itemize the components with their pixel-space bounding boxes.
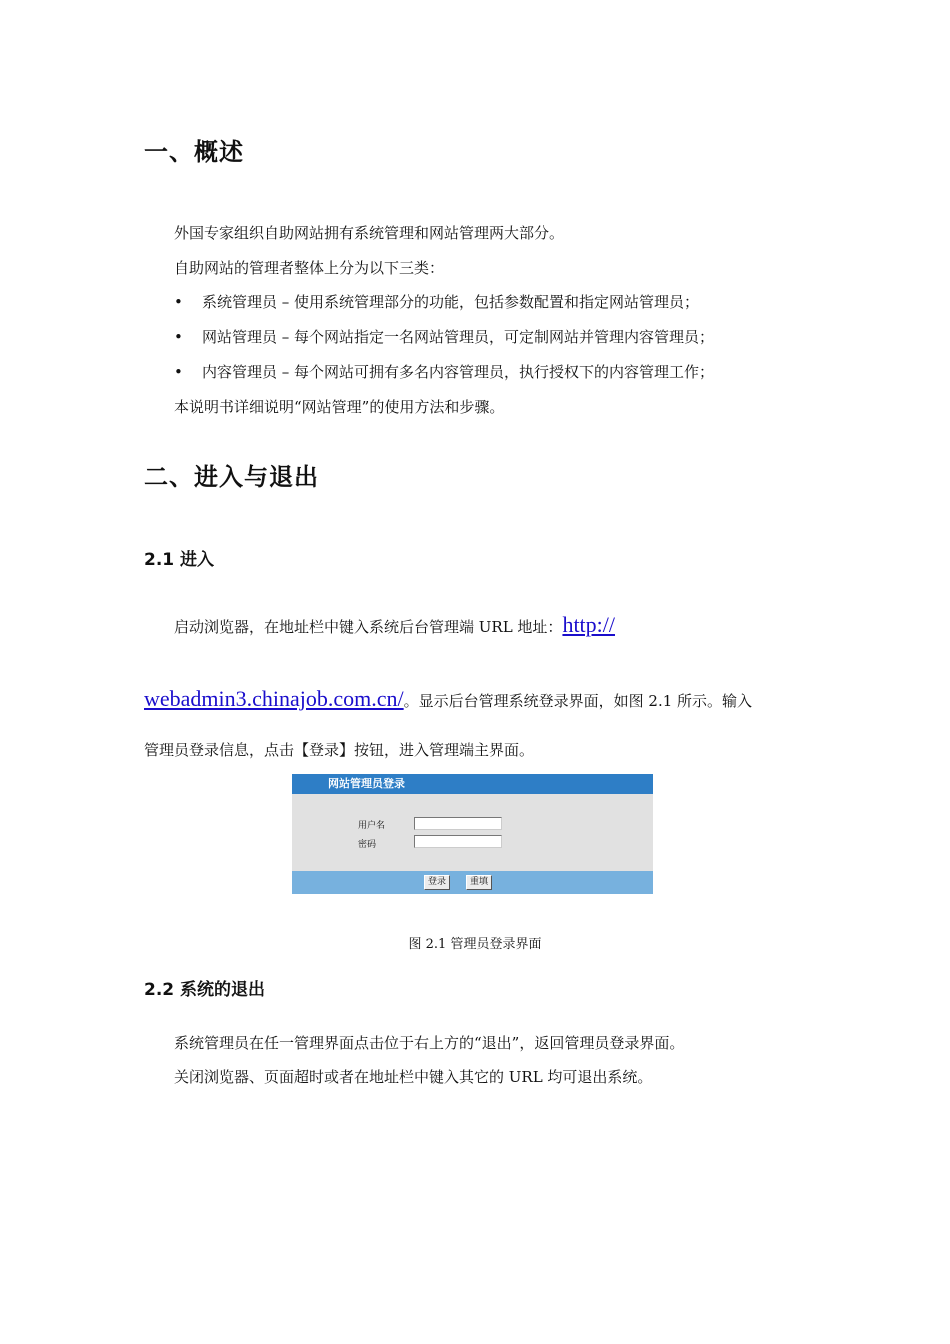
login-button[interactable]: 登录 (424, 875, 450, 890)
login-form-header: 网站管理员登录 (292, 774, 653, 794)
section-2-2-heading: 2.2 系统的退出 (144, 980, 266, 1000)
list-item (174, 326, 714, 347)
login-instructions-line-2 (144, 686, 752, 712)
list-item (174, 291, 699, 312)
list-item (174, 361, 714, 382)
list-item-text: 网站管理员 – 每个网站指定一名网站管理员，可定制网站并管理内容管理员； (202, 328, 715, 346)
bullet-icon: • (174, 328, 183, 346)
password-input[interactable] (414, 835, 502, 848)
intro-paragraph: 外国专家组织自助网站拥有系统管理和网站管理两大部分。 (174, 224, 565, 242)
section-2-1-heading: 2.1 进入 (144, 550, 215, 570)
section-2-heading: 二、进入与退出 (144, 463, 319, 491)
login-form-footer (292, 871, 653, 894)
password-label: 密码 (358, 840, 377, 850)
list-item-text: 系统管理员 – 使用系统管理部分的功能，包括参数配置和指定网站管理员； (202, 293, 700, 311)
instruction-text: 。显示后台管理系统登录界面，如图 2.1 所示。输入 (403, 692, 753, 710)
username-label: 用户名 (358, 821, 386, 831)
login-form-figure (292, 774, 653, 894)
manual-scope-paragraph: 本说明书详细说明“网站管理”的使用方法和步骤。 (174, 398, 505, 416)
manager-types-intro: 自助网站的管理者整体上分为以下三类： (174, 259, 445, 277)
reset-button[interactable]: 重填 (466, 875, 492, 890)
bullet-icon: • (174, 363, 183, 381)
admin-url-link-part-2[interactable]: webadmin3.chinajob.com.cn/ (144, 686, 404, 711)
section-1-heading: 一、概述 (144, 138, 244, 166)
logout-paragraph-1: 系统管理员在任一管理界面点击位于右上方的“退出”，返回管理员登录界面。 (174, 1034, 685, 1052)
username-input[interactable] (414, 817, 502, 830)
instruction-text: 启动浏览器，在地址栏中键入系统后台管理端 URL 地址： (174, 618, 563, 636)
login-instructions-line-1 (174, 612, 615, 638)
bullet-icon: • (174, 293, 183, 311)
figure-caption: 图 2.1 管理员登录界面 (408, 937, 542, 952)
list-item-text: 内容管理员 – 每个网站可拥有多名内容管理员，执行授权下的内容管理工作； (202, 363, 715, 381)
login-instructions-line-3: 管理员登录信息，点击【登录】按钮，进入管理端主界面。 (144, 741, 535, 759)
admin-url-link-part-1[interactable]: http:// (562, 612, 615, 637)
logout-paragraph-2: 关闭浏览器、页面超时或者在地址栏中键入其它的 URL 均可退出系统。 (174, 1068, 653, 1086)
